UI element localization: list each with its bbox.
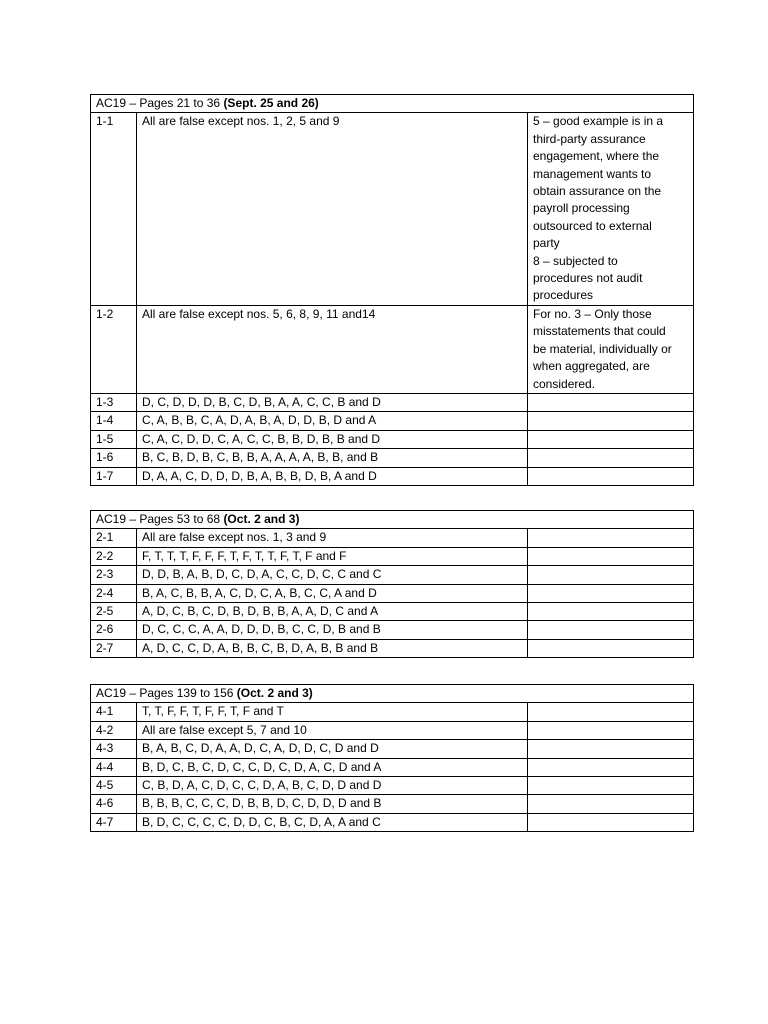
- table-row: [91, 467, 694, 485]
- note-cell: [528, 566, 694, 584]
- note-cell: [528, 639, 694, 657]
- answer-cell: F, T, T, T, F, F, F, T, F, T, T, F, T, F and F: [137, 547, 528, 565]
- table-row: [91, 449, 694, 467]
- table-row: [91, 393, 694, 411]
- item-number: 4-1: [91, 703, 137, 721]
- answer-cell: A, D, C, B, C, D, B, D, B, B, A, A, D, C and A: [137, 603, 528, 621]
- table-row: [91, 529, 694, 547]
- note-cell: [528, 305, 694, 393]
- note-cell: [528, 603, 694, 621]
- note-cell: [528, 758, 694, 776]
- table-title-dates: (Sept. 25 and 26): [223, 96, 319, 110]
- note-line: outsourced to external: [533, 218, 652, 233]
- note-line: considered.: [533, 376, 596, 391]
- note-line: management wants to: [533, 166, 652, 181]
- note-cell: [528, 703, 694, 721]
- table-row: [91, 813, 694, 831]
- answer-table-ac19-pages-21-36: [90, 94, 694, 486]
- table-title-prefix: AC19 – Pages 53 to 68: [96, 512, 224, 526]
- note-line: misstatements that could: [533, 324, 666, 339]
- item-number: 2-4: [91, 584, 137, 602]
- note-cell: [528, 584, 694, 602]
- answer-cell: B, A, B, C, D, A, A, D, C, A, D, D, C, D and D: [137, 740, 528, 758]
- answer-cell: D, A, A, C, D, D, D, B, A, B, B, D, B, A and D: [137, 467, 528, 485]
- answer-cell: All are false except nos. 5, 6, 8, 9, 11 and14: [137, 305, 528, 393]
- note-cell: [528, 393, 694, 411]
- note-cell: [528, 412, 694, 430]
- item-number: 1-6: [91, 449, 137, 467]
- note-line: payroll processing: [533, 201, 630, 216]
- note-cell: [528, 529, 694, 547]
- note-cell: [528, 449, 694, 467]
- answer-cell: D, C, D, D, D, B, C, D, B, A, A, C, C, B and D: [137, 393, 528, 411]
- table-row: [91, 547, 694, 565]
- table-row: [91, 412, 694, 430]
- item-number: 2-2: [91, 547, 137, 565]
- item-number: 4-5: [91, 777, 137, 795]
- table-row: [91, 305, 694, 393]
- item-number: 1-3: [91, 393, 137, 411]
- item-number: 4-2: [91, 721, 137, 739]
- table-title: [91, 95, 694, 113]
- answer-cell: A, D, C, C, D, A, B, B, C, B, D, A, B, B and B: [137, 639, 528, 657]
- item-number: 1-4: [91, 412, 137, 430]
- answer-cell: C, A, C, D, D, C, A, C, C, B, B, D, B, B and D: [137, 430, 528, 448]
- table-title: [91, 511, 694, 529]
- item-number: 4-4: [91, 758, 137, 776]
- table-row: [91, 639, 694, 657]
- answer-table-ac19-pages-139-156: [90, 684, 694, 832]
- table-header-row: [91, 685, 694, 703]
- answer-cell: All are false except nos. 1, 2, 5 and 9: [137, 113, 528, 305]
- table-row: [91, 703, 694, 721]
- table-title-dates: (Oct. 2 and 3): [223, 512, 300, 526]
- note-cell: [528, 467, 694, 485]
- item-number: 2-7: [91, 639, 137, 657]
- note-cell: [528, 113, 694, 305]
- table-row: [91, 621, 694, 639]
- note-line: engagement, where the: [533, 149, 660, 164]
- note-line: when aggregated, are: [533, 359, 650, 374]
- note-line: 5 – good example is in a: [533, 114, 664, 129]
- note-cell: [528, 721, 694, 739]
- answer-cell: T, T, F, F, T, F, F, T, F and T: [137, 703, 528, 721]
- answer-cell: All are false except 5, 7 and 10: [137, 721, 528, 739]
- note-cell: [528, 430, 694, 448]
- item-number: 1-1: [91, 113, 137, 305]
- answer-cell: B, D, C, C, C, C, D, D, C, B, C, D, A, A and C: [137, 813, 528, 831]
- item-number: 1-5: [91, 430, 137, 448]
- item-number: 4-6: [91, 795, 137, 813]
- note-cell: [528, 777, 694, 795]
- table-row: [91, 430, 694, 448]
- item-number: 2-3: [91, 566, 137, 584]
- table-row: [91, 603, 694, 621]
- table-row: [91, 740, 694, 758]
- item-number: 1-7: [91, 467, 137, 485]
- table-title-prefix: AC19 – Pages 139 to 156: [96, 686, 237, 700]
- table-row: [91, 777, 694, 795]
- note-line: procedures not audit: [533, 271, 643, 286]
- note-line: procedures: [533, 288, 594, 303]
- item-number: 4-3: [91, 740, 137, 758]
- note-line: party: [533, 236, 560, 251]
- note-cell: [528, 813, 694, 831]
- item-number: 1-2: [91, 305, 137, 393]
- table-row: [91, 758, 694, 776]
- table-title-prefix: AC19 – Pages 21 to 36: [96, 96, 224, 110]
- table-header-row: [91, 511, 694, 529]
- answer-table-ac19-pages-53-68: [90, 510, 694, 658]
- answer-cell: B, D, C, B, C, D, C, C, D, C, D, A, C, D and A: [137, 758, 528, 776]
- note-line: For no. 3 – Only those: [533, 306, 652, 321]
- answer-cell: All are false except nos. 1, 3 and 9: [137, 529, 528, 547]
- table-row: [91, 113, 694, 305]
- table-header-row: [91, 95, 694, 113]
- note-cell: [528, 547, 694, 565]
- table-row: [91, 566, 694, 584]
- note-cell: [528, 795, 694, 813]
- table-row: [91, 584, 694, 602]
- answer-cell: D, D, B, A, B, D, C, D, A, C, C, D, C, C and C: [137, 566, 528, 584]
- note-line: 8 – subjected to: [533, 253, 618, 268]
- answer-cell: B, A, C, B, B, A, C, D, C, A, B, C, C, A and D: [137, 584, 528, 602]
- note-cell: [528, 621, 694, 639]
- note-cell: [528, 740, 694, 758]
- table-row: [91, 795, 694, 813]
- note-line: obtain assurance on the: [533, 184, 662, 199]
- table-row: [91, 721, 694, 739]
- item-number: 2-6: [91, 621, 137, 639]
- item-number: 4-7: [91, 813, 137, 831]
- table-title: [91, 685, 694, 703]
- answer-cell: B, B, B, C, C, C, D, B, B, D, C, D, D, D and B: [137, 795, 528, 813]
- note-line: be material, individually or: [533, 341, 672, 356]
- item-number: 2-5: [91, 603, 137, 621]
- answer-cell: D, C, C, C, A, A, D, D, D, B, C, C, D, B and B: [137, 621, 528, 639]
- table-title-dates: (Oct. 2 and 3): [236, 686, 313, 700]
- answer-cell: C, A, B, B, C, A, D, A, B, A, D, D, B, D and A: [137, 412, 528, 430]
- note-line: third-party assurance: [533, 131, 646, 146]
- item-number: 2-1: [91, 529, 137, 547]
- answer-cell: B, C, B, D, B, C, B, B, A, A, A, A, B, B, and B: [137, 449, 528, 467]
- answer-cell: C, B, D, A, C, D, C, C, D, A, B, C, D, D and D: [137, 777, 528, 795]
